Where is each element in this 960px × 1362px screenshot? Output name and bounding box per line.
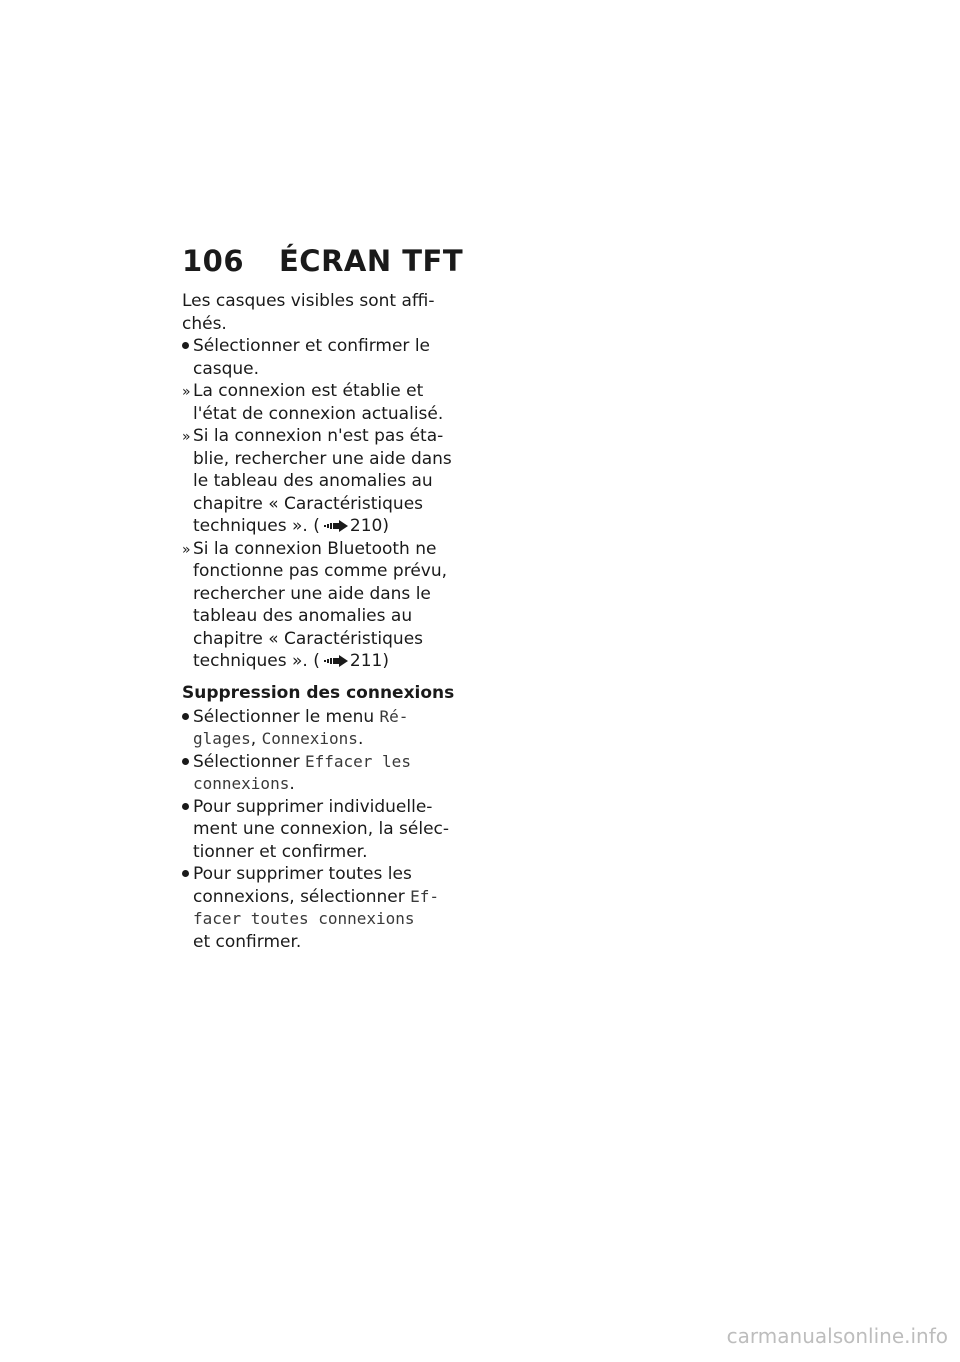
step-select-headset: Sélectionner et confirmer le casque.	[182, 335, 462, 380]
page-content	[182, 290, 462, 953]
intro-text: Les casques visibles sont affi-	[182, 291, 435, 311]
section-title: ÉCRAN TFT	[279, 244, 464, 278]
result-connection-failed: » Si la connexion n'est pas éta- blie, rechercher une aide dans le tableau des anomalies au chapitre « Caractéristiques techniques ». ( 210)	[182, 426, 452, 536]
result-arrow-icon: »	[182, 429, 191, 445]
watermark: carmanualsonline.info	[726, 1324, 948, 1348]
bullet-icon	[182, 342, 189, 349]
menu-code: connexions	[193, 774, 290, 793]
page-reference-icon	[324, 520, 348, 532]
menu-code: Ef-	[410, 886, 440, 906]
bullet-icon	[182, 870, 189, 877]
step-delete-individual: Pour supprimer individuelle- ment une connexion, la sélec- tionner et confirmer.	[182, 796, 462, 864]
result-bluetooth-issue: » Si la connexion Bluetooth ne fonctionne pas comme prévu, rechercher une aide dans le tableau des anomalies au chapitre « Caractéristiques techniques ». ( 211)	[182, 538, 448, 671]
menu-code: Ré-	[379, 706, 409, 726]
page-number: 106	[182, 244, 245, 278]
result-arrow-icon: »	[182, 384, 191, 400]
page-reference-icon	[324, 655, 348, 667]
bullet-icon	[182, 758, 189, 765]
page-reference[interactable]: 211	[349, 651, 383, 671]
step-select-menu: Sélectionner le menu Ré- glages, Connexions.	[182, 706, 462, 751]
bullet-icon	[182, 803, 189, 810]
menu-code: Connexions	[261, 729, 358, 748]
menu-code: Effacer les	[304, 751, 411, 771]
result-connection-established: » La connexion est établie et l'état de connexion actualisé.	[182, 381, 444, 424]
result-arrow-icon: »	[182, 541, 191, 558]
menu-code: glages	[193, 729, 251, 748]
page-reference[interactable]: 210	[349, 516, 383, 536]
step-delete-connections: Sélectionner Effacer les connexions.	[182, 751, 462, 796]
bullet-icon	[182, 713, 189, 720]
menu-code: facer toutes connexions	[193, 909, 415, 928]
page-header	[182, 244, 463, 278]
intro-text-cont: chés.	[182, 313, 227, 334]
section-subheading: Suppression des connexions	[182, 682, 455, 703]
step-delete-all: Pour supprimer toutes les connexions, sélectionner Ef- facer toutes connexions et confirmer.	[182, 863, 462, 953]
